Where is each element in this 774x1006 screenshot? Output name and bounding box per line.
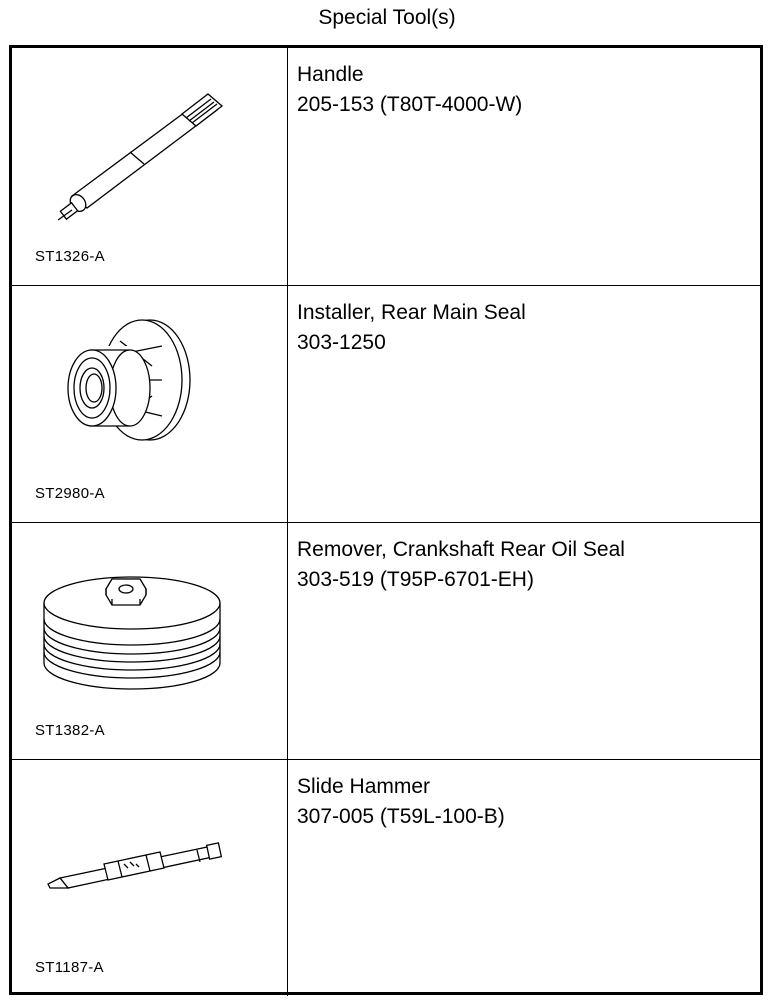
tool-part-number: 307-005 (T59L-100-B) [297, 805, 505, 828]
table-row [12, 759, 760, 996]
tool-description [297, 772, 752, 832]
tool-name: Installer, Rear Main Seal [297, 301, 526, 324]
tool-image-code: ST1326-A [35, 248, 105, 265]
table-row [12, 48, 760, 285]
tool-part-number: 303-1250 [297, 331, 386, 354]
tool-image-code: ST1382-A [35, 722, 105, 739]
seal-remover-icon [12, 523, 288, 723]
tool-name: Slide Hammer [297, 775, 431, 798]
tool-part-number: 205-153 (T80T-4000-W) [297, 93, 523, 116]
page-title: Special Tool(s) [318, 6, 456, 29]
tool-description [297, 535, 752, 595]
tool-image-code: ST2980-A [35, 485, 105, 502]
tool-description [297, 298, 752, 358]
table-row [12, 285, 760, 522]
table-row [12, 522, 760, 759]
tool-image-code: ST1187-A [35, 959, 104, 976]
tool-name: Remover, Crankshaft Rear Oil Seal [297, 538, 625, 561]
tool-image-cell [12, 760, 288, 996]
tool-image-cell [12, 48, 288, 285]
tool-description [297, 60, 752, 120]
handle-icon [12, 48, 288, 248]
tool-image-cell [12, 523, 288, 759]
slide-hammer-icon [12, 760, 288, 960]
special-tools-table [9, 45, 763, 995]
seal-installer-icon [12, 286, 288, 486]
tool-part-number: 303-519 (T95P-6701-EH) [297, 568, 534, 591]
tool-name: Handle [297, 63, 364, 86]
tool-image-cell [12, 286, 288, 522]
